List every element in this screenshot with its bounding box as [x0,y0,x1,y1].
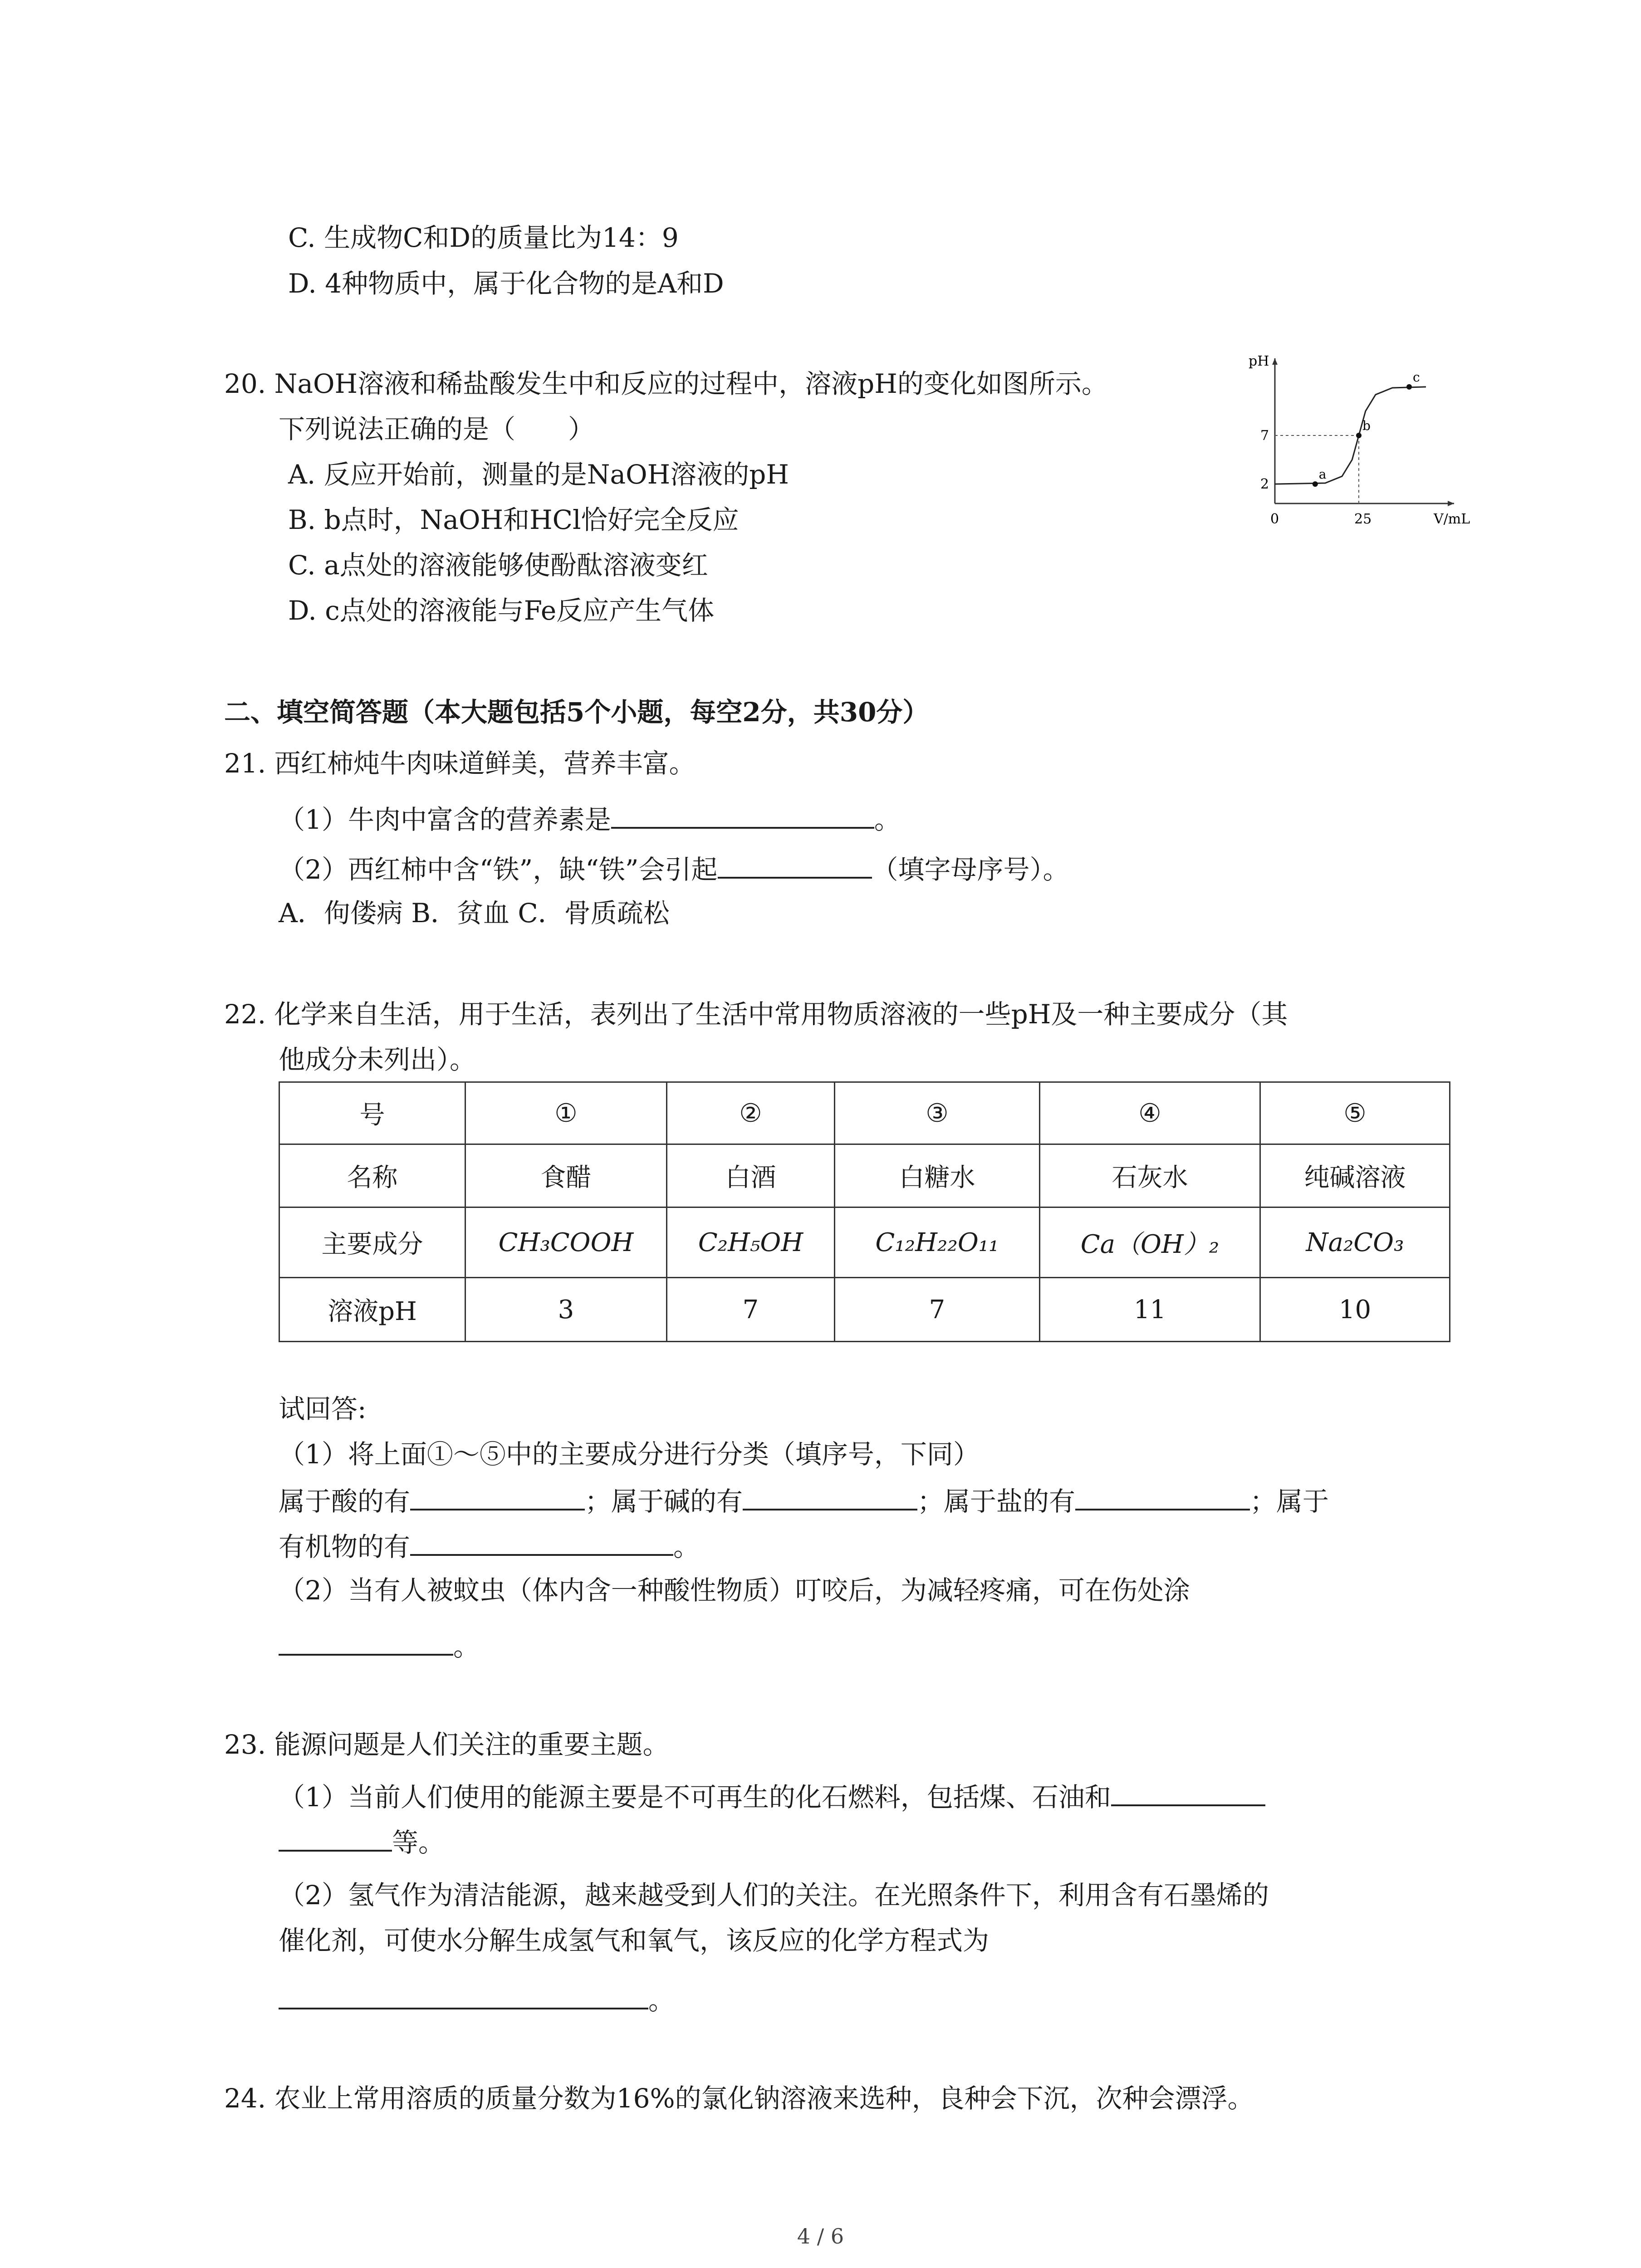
q20-option-b: B. b点时，NaOH和HCl恰好完全反应 [288,504,739,535]
data-point-label: c [1413,369,1420,385]
q20-stem-line1: 20. NaOH溶液和稀盐酸发生中和反应的过程中，溶液pH的变化如图所示。 [224,368,1108,399]
y-axis-label: pH [1249,353,1269,369]
q21-blank-2[interactable] [718,850,872,879]
q22-blank-base[interactable] [743,1481,917,1510]
table-cell: ② [667,1082,835,1144]
table-cell: 号 [279,1082,465,1144]
q23-part1 [279,1777,1265,1815]
q22-blank-remedy[interactable] [279,1627,453,1656]
x-tick-label: 25 [1354,511,1372,527]
ph-titration-chart [1243,353,1470,527]
q22-organic-label: 有机物的有 [279,1531,411,1562]
q22-classify-line [279,1481,1329,1520]
table-cell: 名称 [279,1144,465,1207]
q23-blank-1b[interactable] [279,1823,392,1852]
table-cell: 7 [835,1278,1040,1342]
table-cell: CH₃COOH [465,1207,667,1278]
q21-blank-1[interactable] [611,800,874,829]
q22-blank-organic[interactable] [410,1527,673,1556]
q21-choices: A．佝偻病 B．贫血 C．骨质疏松 [279,898,670,929]
q24-stem: 24. 农业上常用溶质的质量分数为16%的氯化钠溶液来选种，良种会下沉，次种会漂浮。 [224,2083,1254,2114]
table-cell: 7 [667,1278,835,1342]
q21-part1-end: 。 [874,804,901,835]
table-cell: 白酒 [667,1144,835,1207]
table-cell: C₁₂H₂₂O₁₁ [835,1207,1040,1278]
table-cell: 3 [465,1278,667,1342]
q21-part1 [279,800,901,838]
q20-option-a: A. 反应开始前，测量的是NaOH溶液的pH [288,459,789,490]
q22-part2: （2）当有人被蚊虫（体内含一种酸性物质）叮咬后，为减轻疼痛，可在伤处涂 [279,1575,1190,1606]
y-tick-label: 7 [1260,428,1269,444]
q22-organic-line [279,1527,700,1565]
table-row [279,1207,1450,1278]
data-point-label: b [1362,418,1371,433]
q22-stem-line2: 他成分未列出）。 [279,1044,476,1075]
q22-part2-end: 。 [453,1631,480,1662]
table-cell: Ca（OH）₂ [1040,1207,1260,1278]
data-point-c [1406,384,1412,390]
q22-tail-label: ；属于 [1250,1486,1329,1517]
table-cell: ① [465,1082,667,1144]
q23-part1-cont [279,1823,445,1861]
q23-blank-1a[interactable] [1111,1777,1265,1806]
q23-part2-line1: （2）氢气作为清洁能源，越来越受到人们的关注。在光照条件下，利用含有石墨烯的 [279,1880,1269,1911]
table-cell: 石灰水 [1040,1144,1260,1207]
q21-stem: 21. 西红柿炖牛肉味道鲜美，营养丰富。 [224,748,696,779]
y-tick-label: 2 [1260,476,1269,493]
q22-acid-label: 属于酸的有 [279,1486,411,1517]
q23-equation-end: 。 [648,1985,675,2016]
q19-option-d: D. 4种物质中，属于化合物的是A和D [288,268,724,299]
q20-option-c: C. a点处的溶液能够使酚酞溶液变红 [288,550,708,581]
q21-part2 [279,850,1069,888]
q22-part1: （1）将上面①～⑤中的主要成分进行分类（填序号，下同） [279,1439,980,1470]
table-row [279,1144,1450,1207]
table-cell: 食醋 [465,1144,667,1207]
q23-stem: 23. 能源问题是人们关注的重要主题。 [224,1729,669,1760]
substances-table [279,1081,1450,1342]
q20-stem-line2: 下列说法正确的是（ ） [279,414,595,445]
q21-part1-text: （1）牛肉中富含的营养素是 [279,804,611,835]
q23-part1-text: （1）当前人们使用的能源主要是不可再生的化石燃料，包括煤、石油和 [279,1782,1111,1813]
table-cell: C₂H₅OH [667,1207,835,1278]
q23-equation-line [279,1980,675,2019]
q21-part2-text: （2）西红柿中含“铁”，缺“铁”会引起 [279,854,718,885]
table-cell: 纯碱溶液 [1260,1144,1450,1207]
q23-part2-line2: 催化剂，可使水分解生成氢气和氧气，该反应的化学方程式为 [279,1925,989,1956]
x-tick-label: 0 [1270,511,1279,527]
table-cell: 11 [1040,1278,1260,1342]
data-point-a [1313,481,1318,487]
section-2-title: 二、填空简答题（本大题包括5个小题，每空2分，共30分） [224,697,929,728]
table-cell: ⑤ [1260,1082,1450,1144]
x-axis-label: V/mL [1434,511,1470,527]
x-axis-arrow [1448,501,1454,506]
table-cell: 10 [1260,1278,1450,1342]
table-cell: ④ [1040,1082,1260,1144]
table-cell: 溶液pH [279,1278,465,1342]
table-cell: 主要成分 [279,1207,465,1278]
page-number: 4 / 6 [797,2224,844,2248]
q21-part2-end: （填字母序号）。 [872,854,1069,885]
q22-organic-end: 。 [673,1531,700,1562]
data-point-label: a [1318,467,1327,482]
q22-stem-line1: 22. 化学来自生活，用于生活，表列出了生活中常用物质溶液的一些pH及一种主要成分（其 [224,999,1288,1030]
q22-blank-acid[interactable] [410,1481,585,1510]
table-row [279,1278,1450,1342]
q20-option-d: D. c点处的溶液能与Fe反应产生气体 [288,595,715,626]
q22-part2-answer [279,1627,480,1665]
table-cell: ③ [835,1082,1040,1144]
q22-blank-salt[interactable] [1075,1481,1250,1510]
y-axis-arrow [1272,358,1278,365]
q23-part1-end: 等。 [392,1827,445,1858]
data-point-b [1356,433,1362,438]
q19-option-c: C. 生成物C和D的质量比为14：9 [288,222,679,253]
table-cell: Na₂CO₃ [1260,1207,1450,1278]
q22-salt-label: ；属于盐的有 [917,1486,1076,1517]
table-row [279,1082,1450,1144]
q23-blank-equation[interactable] [279,1980,648,2009]
q22-base-label: ；属于碱的有 [585,1486,743,1517]
table-cell: 白糖水 [835,1144,1040,1207]
q22-ask: 试回答: [279,1393,367,1424]
